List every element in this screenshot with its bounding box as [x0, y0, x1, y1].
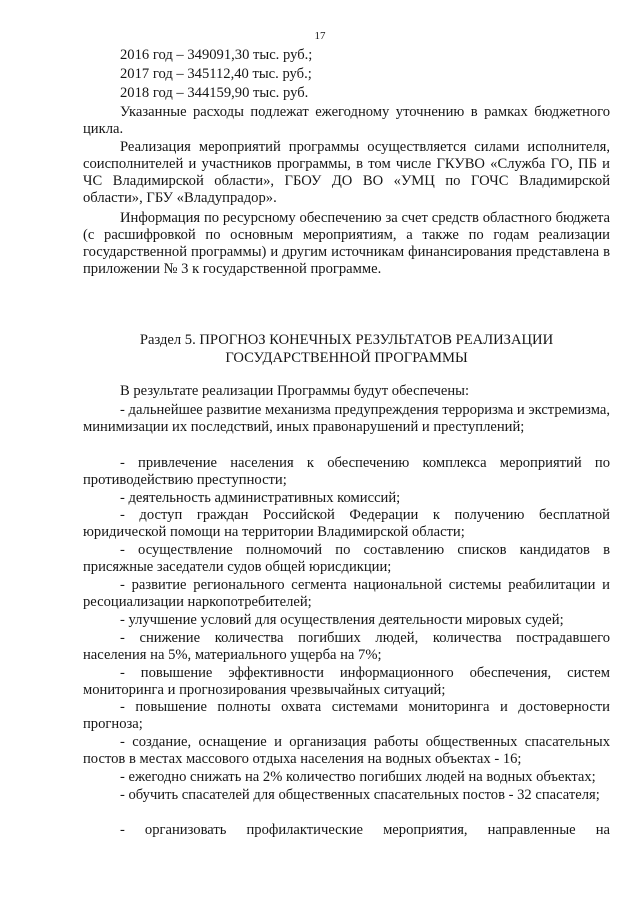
result-item: - развитие регионального сегмента национальной системы реабилитации и ресоциализации наркопотребителей;: [83, 577, 610, 610]
section-title-line-1: Раздел 5. ПРОГНОЗ КОНЕЧНЫХ РЕЗУЛЬТАТОВ РЕАЛИЗАЦИИ: [139, 332, 554, 348]
result-item: - улучшение условий для осуществления деятельности мировых судей;: [120, 612, 564, 628]
paragraph-resources: Информация по ресурсному обеспечению за счет средств областного бюджета (с расшифровкой по основным мероприятиям, а также по годам реализации государственной программы) и другим источникам финансирования представлена в приложении № 3 к государственной программе.: [83, 210, 610, 277]
budget-line-2017: 2017 год – 345112,40 тыс. руб.;: [120, 66, 312, 82]
result-item: - снижение количества погибших людей, количества пострадавшего населения на 5%, материального ущерба на 7%;: [83, 630, 610, 663]
result-item: - привлечение населения к обеспечению комплекса мероприятий по противодействию преступности;: [83, 455, 610, 488]
result-item: - обучить спасателей для общественных спасательных постов - 32 спасателя;: [120, 787, 600, 803]
result-item: - доступ граждан Российской Федерации к получению бесплатной юридической помощи на территории Владимирской области;: [83, 507, 610, 540]
paragraph-executors: Реализация мероприятий программы осуществляется силами исполнителя, соисполнителей и участников программы, в том числе ГКУВО «Служба ГО, ПБ и ЧС Владимирской области», ГБОУ ДО ВО «УМЦ по ГОЧС Владимирской области», ГБУ «Владупрадор».: [83, 139, 610, 206]
result-item: - ежегодно снижать на 2% количество погибших людей на водных объектах;: [120, 769, 596, 785]
page-number: 17: [314, 30, 326, 42]
result-item: - осуществление полномочий по составлению списков кандидатов в присяжные заседатели судов общей юрисдикции;: [83, 542, 610, 575]
result-item: - создание, оснащение и организация работы общественных спасательных постов в местах массового отдыха населения на водных объектах - 16;: [83, 734, 610, 767]
section-title-line-2: ГОСУДАРСТВЕННОЙ ПРОГРАММЫ: [225, 350, 468, 366]
paragraph-budget-note: Указанные расходы подлежат ежегодному уточнению в рамках бюджетного цикла.: [83, 104, 610, 137]
result-item: - дальнейшее развитие механизма предупреждения терроризма и экстремизма, минимизации их последствий, иных правонарушений и преступлений;: [83, 402, 610, 435]
results-intro: В результате реализации Программы будут обеспечены:: [120, 383, 470, 399]
result-item: - организовать профилактические мероприятия, направленные на: [120, 822, 610, 838]
result-item: - деятельность административных комиссий;: [120, 490, 401, 506]
budget-line-2018: 2018 год – 344159,90 тыс. руб.: [120, 85, 309, 101]
result-item: - повышение полноты охвата системами мониторинга и достоверности прогноза;: [83, 699, 610, 732]
result-item: - повышение эффективности информационного обеспечения, систем мониторинга и прогнозирования чрезвычайных ситуаций;: [83, 665, 610, 698]
budget-line-2016: 2016 год – 349091,30 тыс. руб.;: [120, 47, 313, 63]
